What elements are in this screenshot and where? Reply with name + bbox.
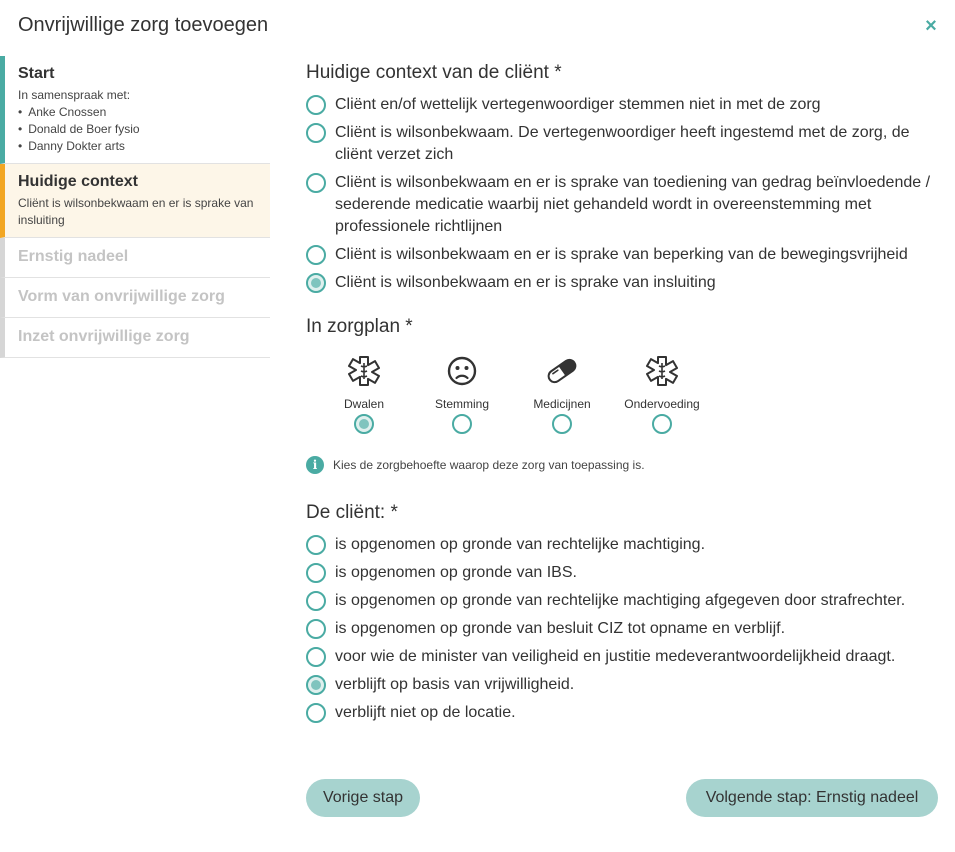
pill-icon [545, 354, 579, 388]
option-label: is opgenomen op gronde van rechtelijke machtiging. [335, 536, 706, 553]
radio-button[interactable] [306, 95, 326, 115]
context-heading: Huidige context van de cliënt * [306, 62, 562, 83]
step-title: Start [18, 65, 55, 82]
context-option[interactable] [306, 122, 942, 166]
client-option[interactable] [306, 590, 942, 612]
option-label: is opgenomen op gronde van rechtelijke machtiging afgegeven door strafrechter. [335, 592, 906, 609]
care-option-medicijnen[interactable] [512, 354, 612, 434]
radio-button[interactable] [306, 273, 326, 293]
client-radio-group [306, 534, 942, 724]
radio-button[interactable] [306, 675, 326, 695]
client-option[interactable] [306, 534, 942, 556]
sidebar-step-start[interactable] [0, 56, 270, 164]
client-option[interactable] [306, 562, 942, 584]
context-option[interactable] [306, 94, 942, 116]
radio-button[interactable] [354, 414, 374, 434]
sidebar-step-ernstig-nadeel [0, 238, 270, 278]
care-label: Medicijnen [533, 397, 591, 411]
sidebar-step-inzet [0, 318, 270, 358]
option-label: Cliënt is wilsonbekwaam en er is sprake van toediening van gedrag beïnvloedende / sederende medicatie waarbij niet gehandeld wordt in overeenstemming met professionele richtlijnen [335, 174, 931, 235]
care-option-ondervoeding[interactable] [612, 354, 712, 434]
care-option-stemming[interactable] [412, 354, 512, 434]
care-plan-heading: In zorgplan * [306, 316, 413, 337]
participants-list [18, 104, 260, 155]
option-label: is opgenomen op gronde van IBS. [335, 564, 577, 581]
care-label: Stemming [434, 397, 490, 411]
radio-button[interactable] [306, 173, 326, 193]
radio-button[interactable] [452, 414, 472, 434]
radio-button[interactable] [306, 619, 326, 639]
previous-step-button[interactable]: Vorige stap [306, 779, 420, 817]
step-title: Vorm van onvrijwillige zorg [18, 288, 225, 305]
context-option[interactable] [306, 244, 942, 266]
option-label: is opgenomen op gronde van besluit CIZ tot opname en verblijf. [335, 620, 786, 637]
option-label: verblijft niet op de locatie. [335, 704, 516, 721]
radio-button[interactable] [306, 245, 326, 265]
care-label: Ondervoeding [624, 397, 700, 411]
option-label: Cliënt en/of wettelijk vertegenwoordiger stemmen niet in met de zorg [335, 96, 821, 113]
radio-button[interactable] [552, 414, 572, 434]
step-title: Ernstig nadeel [18, 248, 129, 265]
option-label: Cliënt is wilsonbekwaam en er is sprake van beperking van de bewegingsvrijheid [335, 246, 908, 263]
context-radio-group [306, 94, 942, 294]
client-option[interactable] [306, 674, 942, 696]
option-label: voor wie de minister van veiligheid en justitie medeverantwoordelijkheid draagt. [335, 648, 896, 665]
care-label: Dwalen [343, 397, 385, 411]
close-icon[interactable]: × [925, 15, 937, 37]
step-title: Huidige context [18, 173, 139, 190]
care-plan-hint [306, 456, 942, 474]
sidebar-step-vorm [0, 278, 270, 318]
sidebar-step-context[interactable] [0, 164, 270, 238]
context-option[interactable] [306, 172, 942, 238]
client-option[interactable] [306, 702, 942, 724]
radio-button[interactable] [306, 535, 326, 555]
participant: • Donald de Boer fysio [18, 121, 260, 138]
main-form [306, 62, 942, 730]
radio-button[interactable] [306, 647, 326, 667]
hint-text: Kies de zorgbehoefte waarop deze zorg van toepassing is. [333, 458, 645, 472]
medical-star-icon [347, 354, 381, 388]
medical-star-icon [645, 354, 679, 388]
client-option[interactable] [306, 646, 942, 668]
care-option-dwalen[interactable] [316, 354, 412, 434]
info-icon: i [306, 456, 324, 474]
care-plan-options [316, 354, 942, 434]
option-label: Cliënt is wilsonbekwaam en er is sprake van insluiting [335, 274, 716, 291]
sad-face-icon [445, 354, 479, 388]
option-label: Cliënt is wilsonbekwaam. De vertegenwoordiger heeft ingestemd met de zorg, de cliënt verzet zich [335, 124, 910, 163]
radio-button[interactable] [306, 591, 326, 611]
radio-button[interactable] [652, 414, 672, 434]
client-heading: De cliënt: * [306, 502, 398, 523]
context-option[interactable] [306, 272, 942, 294]
option-label: verblijft op basis van vrijwilligheid. [335, 676, 575, 693]
radio-button[interactable] [306, 563, 326, 583]
step-subtitle: In samenspraak met: [18, 88, 131, 102]
step-title: Inzet onvrijwillige zorg [18, 328, 190, 345]
step-summary: Cliënt is wilsonbekwaam en er is sprake van insluiting [18, 196, 254, 227]
client-option[interactable] [306, 618, 942, 640]
next-step-button[interactable]: Volgende stap: Ernstig nadeel [686, 779, 938, 817]
radio-button[interactable] [306, 123, 326, 143]
step-sidebar [0, 56, 270, 358]
radio-button[interactable] [306, 703, 326, 723]
participant: • Anke Cnossen [18, 104, 260, 121]
participant: • Danny Dokter arts [18, 138, 260, 155]
modal-title: Onvrijwillige zorg toevoegen [18, 14, 269, 36]
